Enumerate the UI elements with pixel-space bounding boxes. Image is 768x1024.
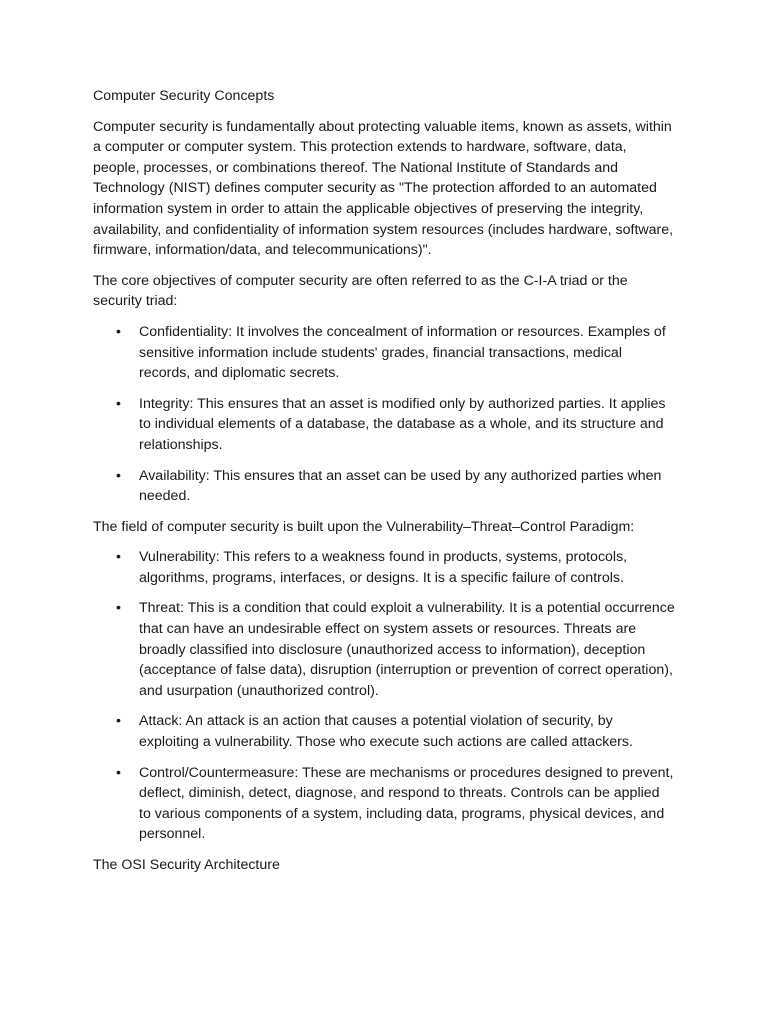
- bullet-icon: •: [116, 395, 121, 412]
- document-page: [93, 86, 675, 886]
- bullet-icon: •: [116, 713, 121, 730]
- list-item-text: Availability: This ensures that an asset can be used by any authorized parties when needed.: [139, 467, 662, 505]
- list-item-text: Threat: This is a condition that could exploit a vulnerability. It is a potential occurrence that can have an undesirable effect on system assets or resources. Threats are broadly classified into disclosure (unauthorized access to information), deception (acceptance of false data), disruption (interruption or prevention of correct operation), and usurpation (unauthorized control).: [139, 600, 675, 699]
- triad-intro-paragraph: The core objectives of computer security are often referred to as the C-I-A triad or the security triad:: [93, 272, 628, 310]
- list-item-text: Integrity: This ensures that an asset is modified only by authorized parties. It applies to individual elements of a database, the database as a whole, and its structure and relationships.: [139, 395, 666, 453]
- section-heading: The OSI Security Architecture: [93, 857, 280, 873]
- paradigm-intro-paragraph: The field of computer security is built upon the Vulnerability–Threat–Control Paradigm:: [93, 518, 635, 535]
- list-item: [93, 547, 675, 588]
- document-title: Computer Security Concepts: [93, 88, 275, 104]
- bullet-icon: •: [116, 467, 121, 484]
- list-item: [93, 711, 675, 752]
- intro-paragraph: Computer security is fundamentally about protecting valuable items, known as assets, within a computer or computer system. This protection extends to hardware, software, data, people, processes, or combinations thereof. The National Institute of Standards and Technology (NIST) defines computer security as "The protection afforded to an automated information system in order to attain the applicable objectives of preserving the integrity, availability, and confidentiality of information system resources (includes hardware, software, firmware, information/data, and telecommunications)".: [93, 118, 674, 259]
- triad-list: [93, 322, 675, 507]
- list-item-text: Control/Countermeasure: These are mechanisms or procedures designed to prevent, deflect, diminish, detect, diagnose, and respond to threats. Controls can be applied to various components of a system, including data, programs, physical devices, and personnel.: [139, 764, 674, 843]
- list-item-text: Confidentiality: It involves the concealment of information or resources. Examples of sensitive information include students' grades, financial transactions, medical records, and diplomatic secrets.: [139, 323, 666, 382]
- list-item: [93, 466, 675, 507]
- list-item-text: Attack: An attack is an action that causes a potential violation of security, by exploiting a vulnerability. Those who execute such actions are called attackers.: [139, 713, 633, 751]
- list-item: [93, 394, 675, 456]
- bullet-icon: •: [116, 323, 121, 340]
- bullet-icon: •: [116, 549, 121, 566]
- paradigm-list: [93, 547, 675, 845]
- bullet-icon: •: [116, 764, 121, 781]
- list-item: [93, 763, 675, 845]
- list-item: [93, 322, 675, 384]
- bullet-icon: •: [116, 600, 121, 617]
- list-item: [93, 598, 675, 701]
- list-item-text: Vulnerability: This refers to a weakness found in products, systems, protocols, algorithms, programs, interfaces, or designs. It is a specific failure of controls.: [139, 549, 628, 586]
